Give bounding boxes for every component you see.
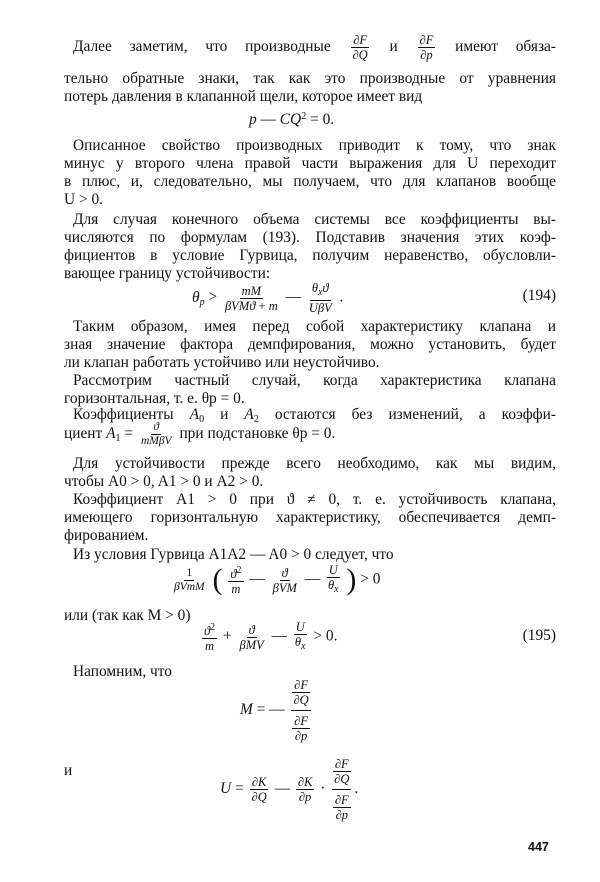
text: Далее заметим, что производные — [73, 38, 331, 56]
para8-line2: имеющего горизонтальную характеристику, обеспечивается демп- — [64, 509, 556, 526]
page-number: 447 — [528, 840, 549, 854]
para9-line1: Из условия Гурвица A1A2 — A0 > 0 следует, что — [73, 546, 394, 563]
para5-line1: Рассмотрим частный случай, когда характеристика клапана — [73, 372, 556, 389]
nf: ∂F ∂Q ∂F ∂p — [293, 678, 309, 743]
para2-line2: минус у второго члена правой части выражения для U переходит — [64, 155, 556, 172]
para5-line2: горизонтальная, т. е. θp = 0. — [64, 390, 245, 407]
para3-line4: вающее границу устойчивости: — [64, 265, 271, 282]
equation-p-cq2: p — $CQ^2 = 0$. — [249, 111, 335, 128]
para7-line1: Для устойчивости прежде всего необходимо, как мы видим, — [73, 455, 556, 472]
para8-line1: Коэффициент A1 > 0 при ϑ ≠ 0, т. е. устойчивость клапана, — [73, 491, 556, 508]
text: Коэффициенты — [73, 406, 174, 423]
para7-line2: чтобы A0 > 0, A1 > 0 и A2 > 0. — [64, 473, 264, 490]
fraction-dF-dp: $\frac{\partial F}{\partial p}$ — [419, 33, 434, 62]
equation-number-195: (195) — [522, 627, 556, 644]
equation-number-194: (194) — [522, 287, 556, 304]
fraction: $\frac{ϑ^2}{m}$ — [230, 565, 242, 596]
equation-194: $\theta_p$ > $\frac{mM}{\text{βVMϑ + m}}$ — $\frac{\theta_xϑ}{\text{UβV}}$ . — [192, 281, 344, 315]
para2-line3: в плюс, и, следовательно, мы получаем, что для клапанов вообще — [64, 173, 556, 190]
fraction: $\frac{U}{\theta_x}$ — [294, 620, 306, 652]
para6-line1: Коэффициенты $A_0$ и $A_2$ остаются без изменений, а коэффи- — [73, 406, 556, 425]
fraction: $\frac{ϑ}{\text{βMV}}$ — [239, 622, 264, 652]
text: имеют обяза- — [455, 38, 556, 56]
para2-line1: Описанное свойство производных приводит к тому, что знак — [73, 137, 556, 154]
para8-line3: фированием. — [64, 527, 149, 544]
text: циент — [64, 425, 103, 443]
fraction: $\frac{U}{\theta_x}$ — [327, 563, 339, 595]
fraction: $\frac{ϑ^2}{m}$ — [204, 622, 216, 653]
nf: ∂F ∂Q ∂F ∂p — [334, 757, 350, 822]
and-word: и — [64, 762, 73, 779]
equation-M: M = — ∂F ∂Q ∂F ∂p — [240, 678, 309, 743]
equation-U: U = $\frac{\partial K}{\partial Q}$ — $\frac{\partial K}{\partial p}$ · ∂F ∂Q ∂F ∂p . — [220, 757, 359, 822]
para3-line3: фициентов в условие Гурвица, получим неравенство, обусловли- — [64, 247, 556, 264]
fraction-theta: $\frac{\theta_xϑ}{\text{UβV}}$ — [308, 281, 332, 315]
para2-line4: U > 0. — [64, 191, 104, 208]
fraction-1-bvmM: $\frac{1}{\text{βVmM}}$ — [174, 566, 205, 593]
para4-line1: Таким образом, имея перед собой характеристику клапана и — [73, 318, 556, 335]
text: и — [389, 38, 398, 56]
fraction-A1: $\frac{ϑ}{\text{mMβV}}$ — [140, 421, 172, 447]
fraction: $\frac{ϑ}{\text{βVM}}$ — [272, 565, 297, 595]
para4-line2: зная значение фактора демпфирования, можно установить, будет — [64, 336, 556, 353]
text: при подстановке θp = 0. — [179, 425, 336, 443]
para1-line2: тельно обратные знаки, так как это производные от уравнения — [64, 70, 556, 87]
fraction-mM: $\frac{mM}{\text{βVMϑ + m}}$ — [224, 283, 278, 313]
napomnim-line: Напомним, что — [73, 663, 172, 680]
para6-line2: циент $A_1$ = $\frac{ϑ}{\text{mMβV}}$ при подстановке θp = 0. — [64, 421, 336, 447]
para1-line3: потерь давления в клапанной щели, которое имеет вид — [64, 88, 423, 105]
equation-hurwitz: $\frac{1}{\text{βVmM}}$ ( $\frac{ϑ^2}{m}$ — $\frac{ϑ}{\text{βVM}}$ — $\frac{U}{\theta_x}$ ) > 0 — [174, 563, 381, 596]
para3-line2: числяются по формулам (193). Подставив значения этих коэф- — [64, 229, 556, 246]
equation-195: $\frac{ϑ^2}{m}$ + $\frac{ϑ}{\text{βMV}}$ — $\frac{U}{\theta_x}$ > 0. — [204, 620, 338, 653]
para4-line3: ли клапан работать устойчиво или неустойчиво. — [64, 354, 380, 371]
para1-line1 — [73, 33, 556, 62]
ili-line: или (так как M > 0) — [64, 607, 191, 624]
fraction: $\frac{\partial K}{\partial Q}$ — [251, 775, 267, 804]
fraction-dF-dQ: $\frac{\partial F}{\partial Q}$ — [352, 33, 368, 62]
fraction: $\frac{\partial K}{\partial p}$ — [297, 775, 313, 804]
text: и — [220, 406, 229, 423]
text: остаются без изменений, а коэффи- — [274, 406, 556, 423]
para3-line1: Для случая конечного объема системы все коэффициенты вы- — [73, 211, 556, 228]
